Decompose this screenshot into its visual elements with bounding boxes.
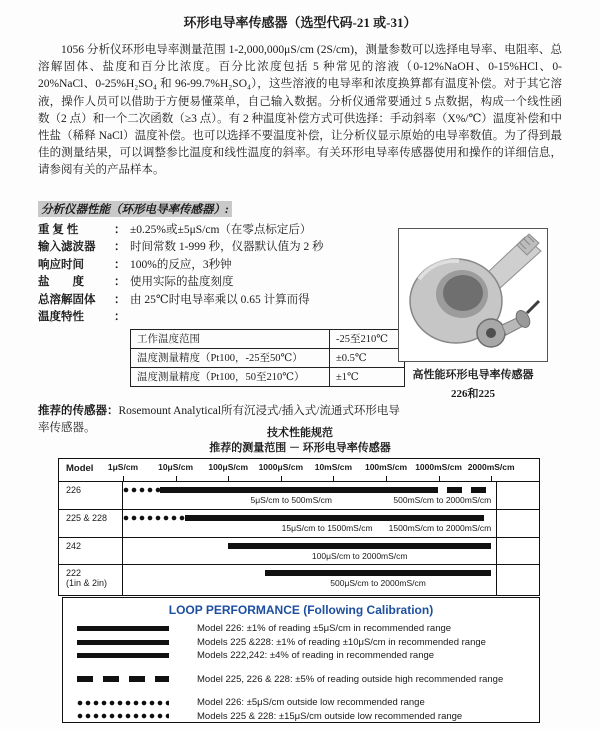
legend-text: Model 226: ±1% of reading ±5μS/cm in recommended range	[197, 623, 452, 635]
temperature-table-value: ±0.5℃	[330, 348, 405, 367]
chart-right-divider	[496, 565, 497, 595]
axis-tick-mark	[281, 476, 282, 481]
chart-header-row	[59, 459, 539, 482]
loop-performance-box	[62, 597, 540, 723]
model-name: 222	[66, 568, 82, 578]
spec-label: 盐 度	[38, 276, 84, 289]
legend-row	[77, 710, 539, 724]
temperature-table-item: 温度测量精度（Pt100，50至210℃）	[131, 367, 330, 386]
chart-title: 技术性能规范	[267, 427, 333, 439]
legend-row	[77, 636, 539, 650]
sensor-photo-caption-line1: 高性能环形电导率传感器	[412, 369, 534, 381]
temperature-table-value: ±1℃	[330, 367, 405, 386]
chart-row	[59, 565, 539, 595]
chart-subtitle: 推荐的测量范围 － 环形电导率传感器	[209, 442, 391, 454]
model-name: 226	[66, 485, 82, 495]
axis-tick-mark	[386, 476, 387, 481]
sensor-photo-illustration	[399, 229, 545, 359]
legend-row	[77, 696, 539, 710]
axis-tick-mark	[491, 476, 492, 481]
chart-row-model	[59, 538, 123, 564]
range-bar-solid	[228, 543, 491, 549]
spec-colon: ：	[114, 293, 126, 306]
spec-colon: ：	[114, 241, 126, 254]
range-bar-solid	[160, 487, 423, 493]
spec-label: 温度特性	[38, 311, 84, 324]
legend-swatch-solid	[77, 626, 169, 631]
legend-text: Model 226: ±5μS/cm outside low recommended range	[197, 697, 425, 709]
axis-tick-label: 100μS/cm	[208, 462, 249, 472]
spec-label: 响应时间	[38, 258, 84, 271]
range-bar-dotted	[123, 487, 160, 493]
chart-row	[59, 538, 539, 565]
sensor-photo-caption-line2: 226和225	[451, 388, 495, 400]
range-bar-solid	[185, 515, 470, 521]
axis-tick-label: 1000mS/cm	[415, 462, 462, 472]
legend-text: Models 225 &228: ±1% of reading ±10μS/cm in recommended range	[197, 636, 486, 648]
axis-tick-mark	[333, 476, 334, 481]
spec-value: 使用实际的盐度刻度	[130, 276, 234, 289]
range-label: 500μS/cm to 2000mS/cm	[330, 578, 426, 588]
axis-tick-label: 10mS/cm	[314, 462, 353, 472]
chart-titles	[0, 426, 600, 456]
legend-swatch-solid	[77, 640, 169, 645]
range-bar-solid	[265, 570, 491, 576]
sensor-photo-caption	[388, 366, 558, 404]
spec-colon: ：	[114, 276, 126, 289]
legend-text: Models 222,242: ±4% of reading in recommended range	[197, 650, 435, 662]
range-bar-dotted	[123, 515, 185, 521]
page-title: 环形电导率传感器（选型代码-21 或-31）	[183, 15, 417, 30]
chart-right-divider	[496, 482, 497, 509]
legend-row	[77, 673, 539, 687]
loop-performance-title: LOOP PERFORMANCE (Following Calibration)	[168, 603, 434, 617]
range-bar-dashed	[423, 487, 491, 493]
temperature-table-value: -25至210℃	[330, 329, 405, 348]
legend-swatch-solid	[77, 653, 169, 658]
axis-tick-mark	[176, 476, 177, 481]
legend-text: Model 225, 226 & 228: ±5% of reading outside high recommended range	[197, 673, 504, 685]
model-sub: (1in & 2in)	[66, 578, 108, 588]
model-name: 225 & 228	[66, 513, 108, 523]
temperature-table-row	[131, 329, 405, 348]
range-bar-dashed	[469, 515, 491, 521]
chart-row-model	[59, 510, 123, 537]
spec-label: 重 复 性	[38, 223, 79, 236]
spec-label: 输入滤波器	[38, 241, 96, 254]
sensor-photo	[398, 228, 548, 362]
axis-tick-label: 1000μS/cm	[258, 462, 304, 472]
chart-right-divider	[496, 510, 497, 537]
range-label: 1500mS/cm to 2000mS/cm	[388, 523, 492, 533]
temperature-table-row	[131, 367, 405, 386]
axis-tick-mark	[123, 476, 124, 481]
spec-colon: ：	[114, 258, 126, 271]
measurement-range-chart	[58, 458, 540, 596]
temperature-table-item: 工作温度范围	[131, 329, 330, 348]
legend-row	[77, 622, 539, 636]
spec-value: 100%的反应，3秒钟	[130, 258, 232, 271]
loop-performance-rows	[63, 622, 539, 723]
spec-label: 总溶解固体	[38, 293, 96, 306]
spec-colon: ：	[114, 223, 126, 236]
chart-row-model	[59, 565, 123, 595]
legend-swatch-dashed	[77, 676, 169, 682]
chart-row	[59, 482, 539, 510]
chart-model-header: Model	[66, 463, 94, 474]
range-label: 100μS/cm to 2000mS/cm	[311, 551, 408, 561]
chart-row-model	[59, 482, 123, 509]
legend-row	[77, 649, 539, 663]
temperature-table-item: 温度测量精度（Pt100，-25至50℃）	[131, 348, 330, 367]
spec-value: 由 25℃时电导率乘以 0.65 计算而得	[130, 293, 310, 306]
model-name: 242	[66, 541, 82, 551]
range-label: 500mS/cm to 2000mS/cm	[393, 495, 492, 505]
chart-row	[59, 510, 539, 538]
intro-paragraph: 1056 分析仪环形电导率测量范围 1-2,000,000μS/cm (2S/cm)，测量参数可以选择电导率、电阻率、总溶解固体、盐度和百分比浓度。百分比浓度包括 5 种常见的溶液（0-12%NaOH、0-15%HCl、0-20%NaCl、0-25%H₂SO₄ 和 96-99.7%H₂SO₄），这些溶液的电导率和浓度换算都有温度补偿。对于其它溶液，操作人员可以借助于方便易懂菜单，自己输入数据。分析仪通常要通过 5 点数据，构成一个线性函数（2 点）和一个二次函数（≥3 点）。有 2 种温度补偿方式可供选择：手动斜率（X%/℃）温度补偿和中性盐（稀释 NaCl）温度补偿。也可以选择不要温度补偿，让分析仪显示原始的电导率数值。为了得到最佳的测量结果，可以调整参比温度和线性温度的斜率。有关环形电导率传感器使用和操作的详细信息，请参阅有关的产品样本。	[38, 44, 562, 177]
axis-tick-label: 100mS/cm	[364, 462, 408, 472]
temperature-table-row	[131, 348, 405, 367]
legend-gap	[63, 686, 539, 696]
axis-tick-label: 10μS/cm	[158, 462, 194, 472]
spec-value: 时间常数 1-999 秒，仪器默认值为 2 秒	[130, 241, 324, 254]
range-label: 15μS/cm to 1500mS/cm	[281, 523, 373, 533]
recommended-sensors-label: 推荐的传感器	[38, 404, 107, 417]
legend-text: Models 225 & 228: ±15μS/cm outside low recommended range	[197, 710, 463, 722]
spec-colon: ：	[114, 311, 126, 324]
range-label: 5μS/cm to 500mS/cm	[250, 495, 332, 505]
temperature-table	[130, 329, 405, 387]
section-heading-performance: 分析仪器性能（环形电导率传感器）:	[38, 201, 232, 217]
legend-swatch-dotted	[77, 700, 169, 706]
axis-tick-label: 2000mS/cm	[467, 462, 515, 472]
axis-tick-mark	[439, 476, 440, 481]
recommended-sensors-text: Rosemount Analytical所有沉浸式/插入式/流通式环形电导率传感器。	[38, 404, 400, 434]
chart-right-divider	[496, 538, 497, 564]
axis-tick-label: 1μS/cm	[107, 462, 139, 472]
legend-swatch-dotted	[77, 713, 169, 719]
axis-tick-mark	[228, 476, 229, 481]
legend-gap	[63, 663, 539, 673]
spec-value: ±0.25%或±5μS/cm（在零点标定后）	[130, 223, 312, 236]
section-heading-wrap	[38, 200, 600, 218]
recommended-sensors-colon: ：	[107, 404, 119, 417]
